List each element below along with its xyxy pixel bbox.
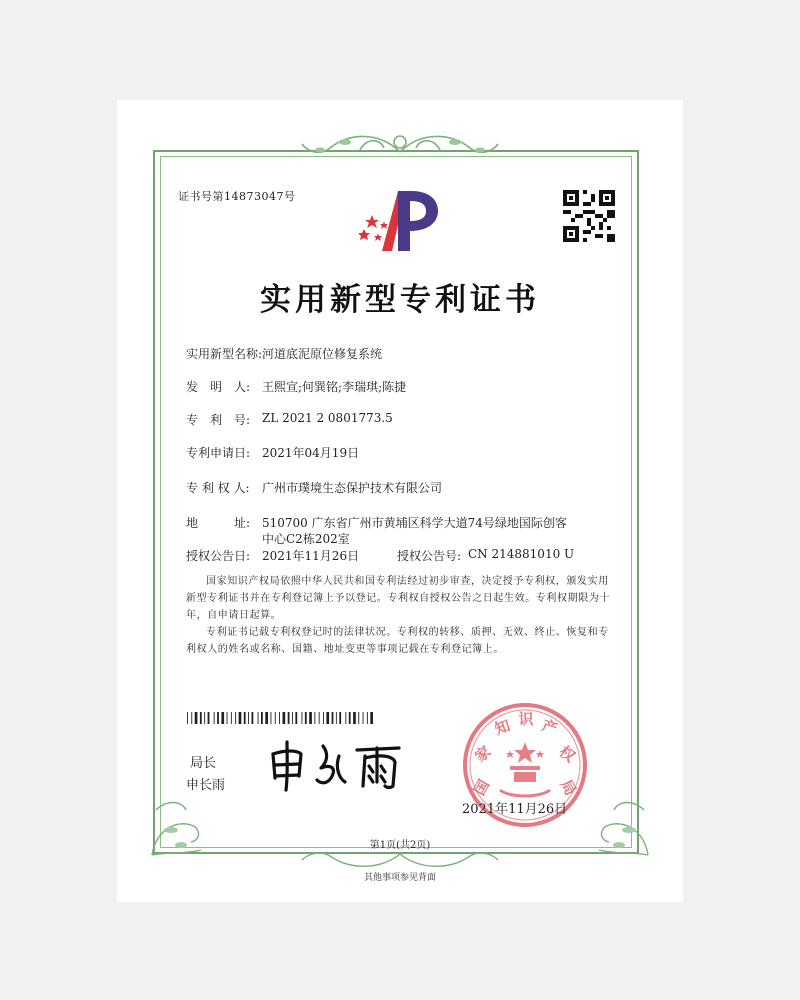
field-value-filing-date: 2021年04月19日 [262, 446, 360, 460]
certificate-title: 实用新型专利证书 [260, 282, 540, 318]
field-label-inventors: 发 明 人: [186, 380, 251, 394]
bottom-ornament-icon [300, 848, 500, 872]
field-value-name: 河道底泥原位修复系统 [262, 347, 383, 361]
field-label-patentee: 专 利 权 人: [186, 481, 250, 495]
svg-text:权: 权 [555, 742, 579, 766]
field-value-address: 510700 广东省广州市黄埔区科学大道74号绿地国际创客 [262, 516, 567, 530]
director-signature [265, 738, 405, 792]
svg-text:家: 家 [471, 742, 495, 766]
director-name: 申长雨 [186, 778, 226, 793]
grant-date-value: 2021年11月26日 [262, 549, 360, 563]
qr-code-icon [563, 190, 615, 242]
field-label-filing-date: 专利申请日: [186, 446, 251, 460]
certificate-number: 证书号第14873047号 [178, 190, 296, 203]
field-value-patentee: 广州市璞境生态保护技术有限公司 [262, 481, 443, 495]
svg-text:国: 国 [470, 776, 494, 799]
svg-text:局: 局 [556, 776, 580, 799]
svg-text:产: 产 [539, 716, 560, 739]
field-value-address-line2: 中心C2栋202室 [262, 532, 350, 546]
field-value-patent-no: ZL 2021 2 0801773.5 [262, 411, 393, 425]
field-label-patent-no: 专 利 号: [186, 413, 251, 427]
footer-note: 其他事项参见背面 [363, 873, 436, 883]
svg-text:识: 识 [518, 710, 534, 728]
legal-paragraph-2: 专利证书记载专利权登记时的法律状况。专利权的转移、质押、无效、终止、恢复和专利权人的姓名或名称、国籍、地址变更等事项记载在专利登记簿上。 [186, 627, 609, 655]
seal-date: 2021年11月26日 [462, 802, 568, 817]
grant-no-value: CN 214881010 U [468, 547, 575, 561]
field-value-inventors: 王熙宣;何巽铭;李瑞琪;陈捷 [262, 380, 407, 394]
page-indicator: 第1页(共2页) [369, 840, 431, 851]
grant-date-label: 授权公告日: [186, 549, 251, 563]
grant-no-label: 授权公告号: [397, 549, 462, 563]
field-label-address: 地 址: [186, 516, 251, 530]
field-label-name: 实用新型名称: [186, 347, 263, 361]
legal-paragraph-1: 国家知识产权局依照中华人民共和国专利法经过初步审查，决定授予专利权，颁发实用新型专利证书并在专利登记簿上予以登记。专利权自授权公告之日起生效。专利权期限为十年，自申请日起算。 [186, 576, 610, 621]
svg-text:知: 知 [492, 716, 513, 739]
director-title: 局长 [190, 756, 217, 771]
patent-office-logo-icon [352, 185, 442, 257]
barcode-icon [187, 712, 375, 724]
top-ornament-icon [300, 130, 500, 160]
